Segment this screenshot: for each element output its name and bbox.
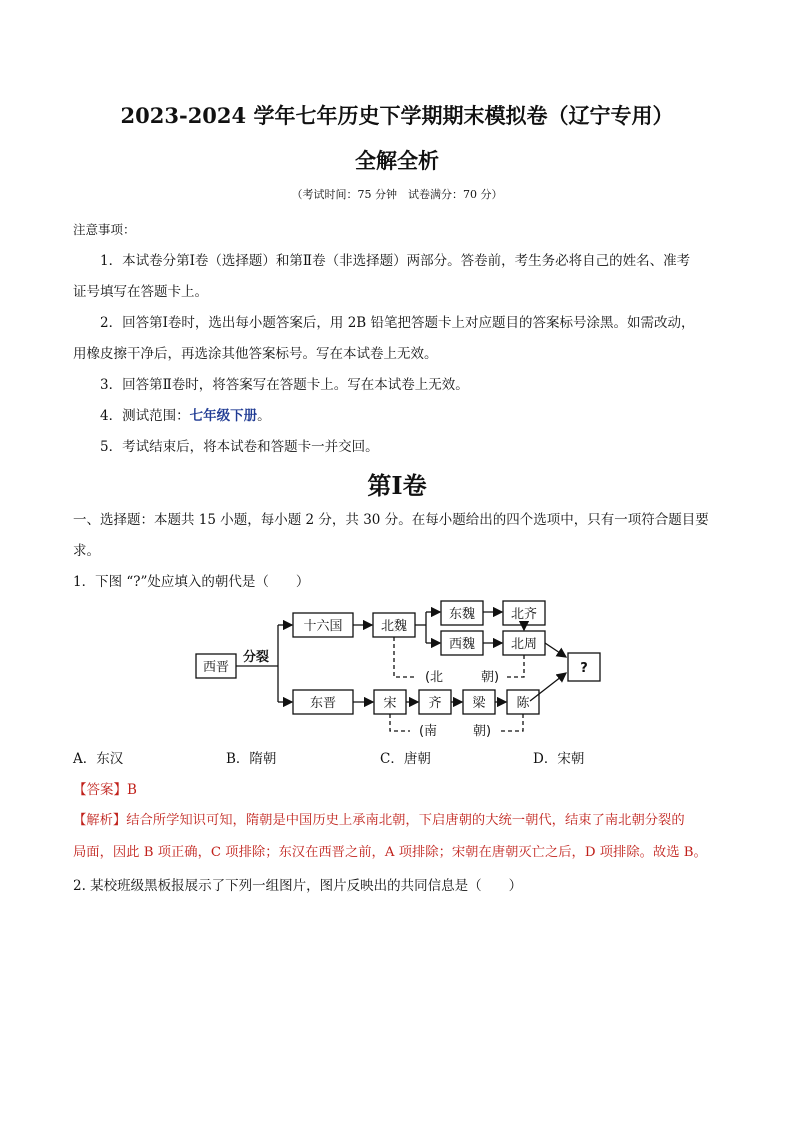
- analysis-tag: 【解析】: [73, 813, 127, 828]
- notice-item-2b: 用橡皮擦干净后，再选涂其他答案标号。写在本试卷上无效。: [73, 346, 438, 362]
- label-song: 宋: [383, 696, 397, 711]
- label-dongjin: 东晋: [309, 696, 337, 711]
- label-beiwei: 北魏: [380, 619, 408, 634]
- label-nan-b: 朝): [472, 724, 492, 739]
- label-liang: 梁: [472, 696, 486, 711]
- label-split: 分裂: [242, 650, 270, 665]
- notice-item-2a: 2．回答第Ⅰ卷时，选出每小题答案后，用 2B 铅笔把答题卡上对应题目的答案标号涂黑。如需改动，: [100, 315, 695, 331]
- notice-item-4: [100, 404, 271, 424]
- option-c: C．唐朝: [380, 751, 431, 767]
- notice-item-4-prefix: 4．测试范围：: [100, 408, 190, 424]
- analysis-line-a: [73, 809, 685, 828]
- label-unknown: ?: [580, 661, 588, 676]
- label-chen: 陈: [516, 696, 530, 711]
- section-intro-a: 一、选择题：本题共 15 小题，每小题 2 分，共 30 分。在每小题给出的四个选项中，只有一项符合题目要: [73, 512, 709, 528]
- option-b: B．隋朝: [226, 751, 277, 767]
- label-xijin: 西晋: [202, 660, 230, 675]
- test-scope: 七年级下册: [189, 408, 258, 424]
- notice-item-1a: 1．本试卷分第Ⅰ卷（选择题）和第Ⅱ卷（非选择题）两部分。答卷前，考生务必将自己的姓名、准考: [100, 253, 691, 269]
- question-2-stem: 2. 某校班级黑板报展示了下列一组图片，图片反映出的共同信息是（ ）: [73, 878, 523, 894]
- answer-value: B: [127, 782, 137, 798]
- notice-item-1b: 证号填写在答题卡上。: [73, 284, 208, 300]
- label-beizhou: 北周: [510, 637, 538, 652]
- exam-info: （考试时间：75 分钟 试卷满分：70 分）: [291, 188, 503, 201]
- notice-item-4-suffix: 。: [257, 408, 271, 424]
- label-bei-a: (北: [424, 670, 444, 685]
- answer-line: [73, 778, 137, 798]
- answer-tag: 【答案】: [73, 782, 127, 798]
- analysis-text-a: 结合所学知识可知，隋朝是中国历史上承南北朝，下启唐朝的大统一朝代，结束了南北朝分裂的: [126, 813, 685, 828]
- label-dongwei: 东魏: [448, 607, 476, 622]
- section-intro-b: 求。: [73, 543, 100, 559]
- option-a: A．东汉: [73, 751, 124, 767]
- notice-heading: 注意事项：: [73, 222, 136, 237]
- page-title: 2023-2024 学年七年历史下学期期末模拟卷（辽宁专用）: [120, 103, 674, 128]
- notice-item-5: 5．考试结束后，将本试卷和答题卡一并交回。: [100, 439, 379, 455]
- dynasty-diagram: [190, 597, 610, 747]
- notice-item-3: 3．回答第Ⅱ卷时，将答案写在答题卡上。写在本试卷上无效。: [100, 377, 469, 393]
- question-1-stem: 1．下图 “?”处应填入的朝代是（ ）: [73, 574, 310, 590]
- section-title: 第Ⅰ卷: [367, 471, 427, 500]
- option-d: D．宋朝: [533, 751, 585, 767]
- label-qi: 齐: [428, 696, 442, 711]
- label-nan-a: (南: [418, 724, 438, 739]
- label-xiwei: 西魏: [448, 637, 476, 652]
- label-shiliuguo: 十六国: [303, 619, 343, 634]
- label-beiqi: 北齐: [510, 607, 538, 622]
- analysis-text-b: 局面，因此 B 项正确，C 项排除；东汉在西晋之前，A 项排除；宋朝在唐朝灭亡之后，D 项排除。故选 B。: [73, 845, 707, 860]
- label-bei-b: 朝): [480, 670, 500, 685]
- page-subtitle: 全解全析: [355, 148, 439, 173]
